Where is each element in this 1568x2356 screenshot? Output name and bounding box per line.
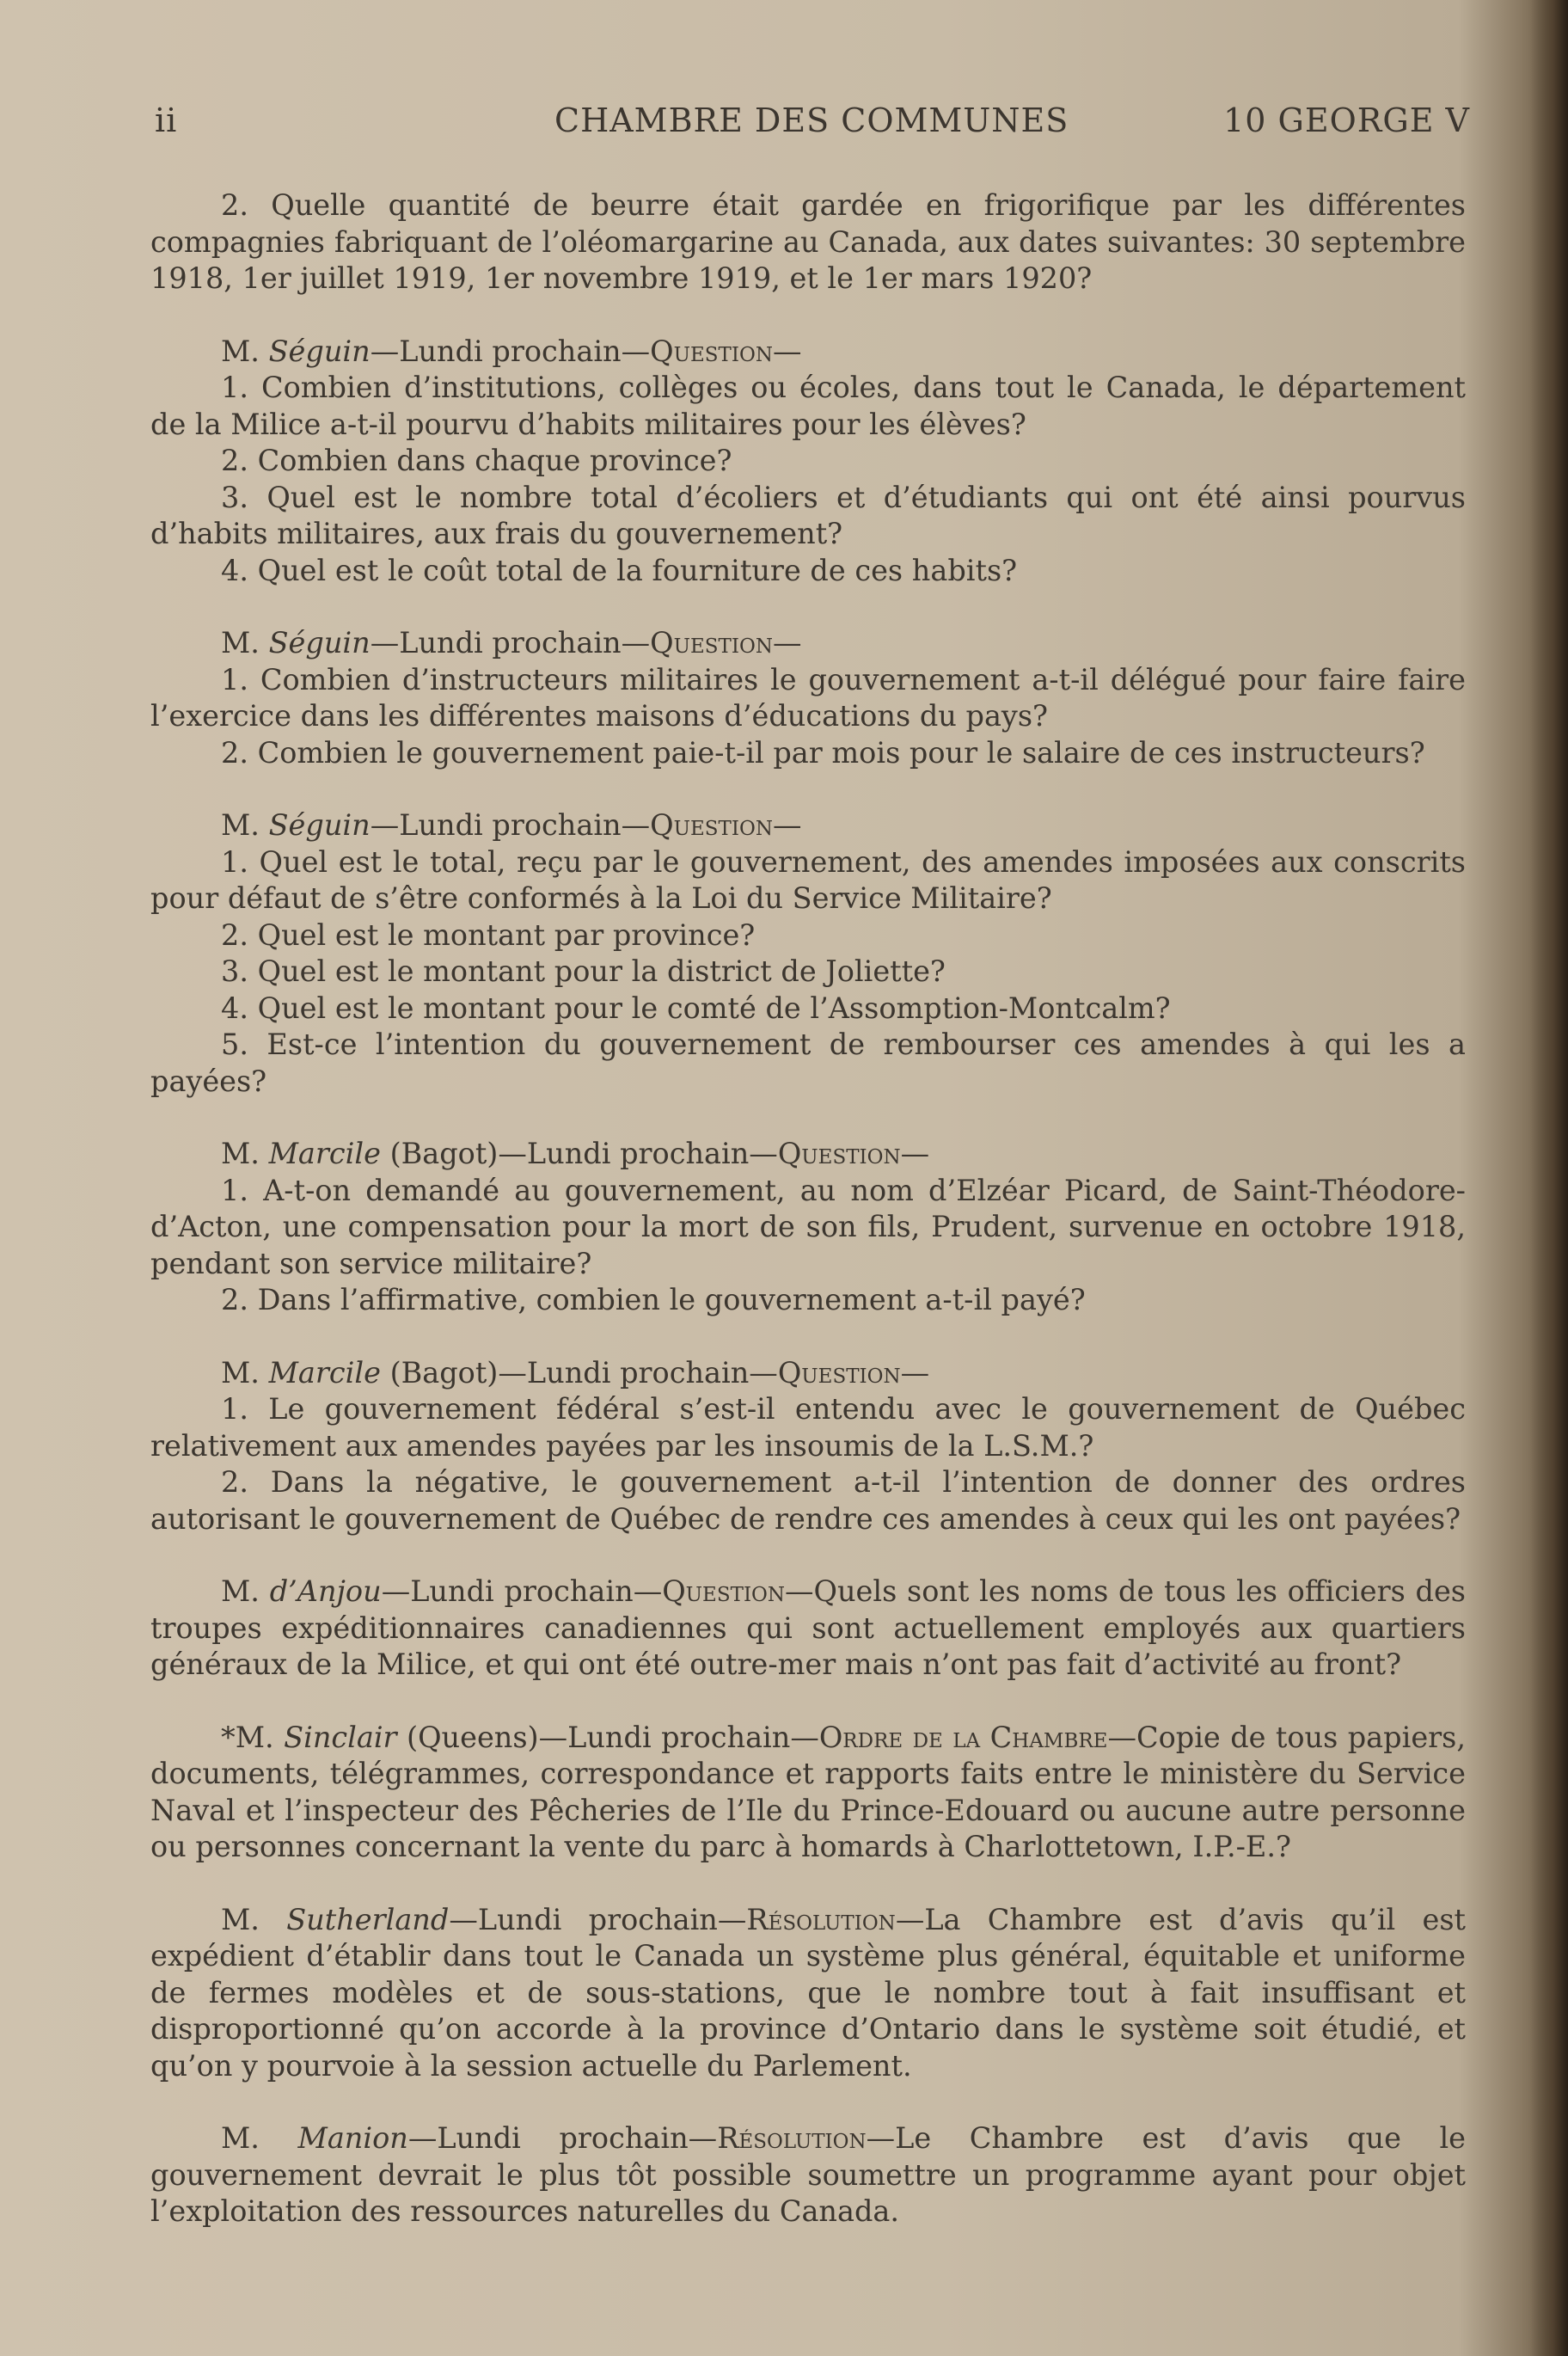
entry-text: La Chambre est d’avis qu’il est expédient d’établir dans tout le Canada un système plus général, équitable et uniforme de fermes modèles et de sous-stations, que le nombre tout à fait insuffisant et disproportionné qu’on accorde à la province d’Ontario dans le système soit étudié, et qu’on y pourvoie à la session actuelle du Parlement.	[150, 1902, 1466, 2083]
member-prefix: M.	[221, 2121, 260, 2155]
entry-intro-suffix: —	[772, 334, 802, 368]
member-name: Marcile	[268, 1355, 381, 1390]
entry-intro: —Lundi prochain—	[370, 334, 651, 368]
entry-heading	[150, 807, 1466, 844]
entry-intro-suffix: —	[900, 1137, 930, 1170]
entry-paragraph	[150, 1574, 1466, 1684]
question-item: 2. Combien dans chaque province?	[221, 444, 732, 477]
entry-intro-suffix: —	[900, 1355, 930, 1390]
entry-intro-suffix: —	[772, 626, 802, 660]
document-body	[150, 187, 1466, 2267]
member-prefix: M.	[221, 808, 260, 842]
question-item: 2. Dans la négative, le gouvernement a-t-il l’intention de donner des ordres autorisant le gouvernement de Québec de rendre ces amendes à ceux qui les ont payées?	[150, 1465, 1466, 1536]
member-name: Séguin	[268, 626, 371, 660]
question-item: 5. Est-ce l’intention du gouvernement de rembourser ces amendes à qui les a payées?	[150, 1028, 1466, 1098]
question-item: 1. A-t-on demandé au gouvernement, au nom d’Elzéar Picard, de Saint-Théodore-d’Acton, une compensation pour la mort de son fils, Prudent, survenue en octobre 1918, pendant son service militaire?	[150, 1173, 1466, 1280]
entry-text: Quels sont les noms de tous les officiers des troupes expéditionnaires canadiennes qui sont actuellement employés aux quartiers généraux de la Milice, et qui ont été outre-mer mais n’ont pas fait d’activité au front?	[150, 1574, 1466, 1681]
entry-text: Copie de tous papiers, documents, télégrammes, correspondance et rapports faits entre le ministère du Service Naval et l’inspecteur des Pêcheries de l’Ile du Prince-Edouard ou aucune autre personne ou personnes concernant la vente du parc à homards à Charlottetown, I.P.-E.?	[150, 1720, 1466, 1863]
member-prefix: *M.	[221, 1720, 274, 1754]
member-name: Séguin	[268, 808, 371, 842]
entry-manion	[150, 2120, 1466, 2230]
entry-intro: (Bagot)—Lundi prochain—	[380, 1355, 778, 1390]
question-item: 2. Combien le gouvernement paie-t-il par mois pour le salaire de ces instructeurs?	[221, 735, 1425, 770]
entry-kind: Question	[777, 1355, 901, 1390]
question-item: 1. Quel est le total, reçu par le gouvernement, des amendes imposées aux conscrits pour défaut de s’être conformés à la Loi du Service Militaire?	[150, 844, 1466, 915]
entry-kind: Question	[777, 1137, 901, 1170]
entry-seguin-3	[150, 807, 1466, 1100]
page-number: ii	[155, 101, 178, 139]
entry-paragraph	[150, 1902, 1466, 2085]
entry-kind: Ordre de la Chambre	[818, 1720, 1108, 1754]
entry-text: Le Chambre est d’avis que le gouvernement devrait le plus tôt possible soumettre un programme ayant pour objet l’exploitation des ressources naturelles du Canada.	[150, 2121, 1466, 2228]
running-header	[155, 101, 1470, 144]
entry-kind: Résolution	[746, 1902, 896, 1936]
question-item: 4. Quel est le coût total de la fourniture de ces habits?	[221, 553, 1018, 587]
member-prefix: M.	[221, 1574, 260, 1608]
entry-kind: Question	[650, 808, 773, 842]
question-item: 3. Quel est le nombre total d’écoliers et d’étudiants qui ont été ainsi pourvus d’habits militaires, aux frais du gouvernement?	[150, 480, 1466, 550]
member-name: Marcile	[268, 1137, 381, 1170]
member-name: d’Anjou	[269, 1574, 382, 1608]
entry-seguin-1	[150, 334, 1466, 590]
question-item: 2. Quelle quantité de beurre était gardée en frigorifique par les différentes compagnies fabriquant de l’oléomargarine au Canada, aux dates suivantes: 30 septembre 1918, 1er juillet 1919, 1er novembre 1919, et le 1er mars 1920?	[150, 188, 1466, 295]
entry-kind: Résolution	[717, 2121, 867, 2155]
entry-marcile-2	[150, 1355, 1466, 1538]
entry-paragraph	[150, 2120, 1466, 2230]
question-item: 4. Quel est le montant pour le comté de l’Assomption-Montcalm?	[221, 991, 1171, 1025]
entry-intro: —Lundi prochain—	[407, 2121, 718, 2155]
member-name: Sinclair	[284, 1720, 397, 1754]
member-prefix: M.	[221, 1902, 260, 1936]
entry-intro: (Bagot)—Lundi prochain—	[380, 1137, 778, 1170]
entry-intro: (Queens)—Lundi prochain—	[396, 1720, 819, 1754]
question-item: 2. Quel est le montant par province?	[221, 917, 756, 952]
page-binding-shadow	[1530, 0, 1568, 2356]
entry-marcile-1	[150, 1136, 1466, 1319]
session-label: 10 GEORGE V	[1223, 101, 1470, 139]
question-item: 3. Quel est le montant pour la district de Joliette?	[221, 954, 946, 988]
entry-intro-suffix: —	[772, 808, 802, 842]
entry-intro: —Lundi prochain—	[370, 626, 651, 660]
entry-sinclair	[150, 1720, 1466, 1866]
entry-continuation	[150, 187, 1466, 298]
journal-title: CHAMBRE DES COMMUNES	[554, 101, 1069, 139]
entry-intro: —Lundi prochain—	[370, 808, 651, 842]
member-name: Sutherland	[286, 1902, 450, 1936]
question-item: 2. Dans l’affirmative, combien le gouvernement a-t-il payé?	[221, 1283, 1086, 1316]
member-prefix: M.	[221, 1137, 260, 1170]
entry-danjou	[150, 1574, 1466, 1684]
question-item: 1. Combien d’instructeurs militaires le gouvernement a-t-il délégué pour faire faire l’exercice dans les différentes maisons d’éducations du pays?	[150, 662, 1466, 733]
member-name: Séguin	[268, 334, 371, 368]
entry-intro: —Lundi prochain—	[381, 1574, 663, 1608]
entry-heading	[150, 1136, 1466, 1173]
entry-heading	[150, 625, 1466, 662]
question-item: 1. Combien d’institutions, collèges ou écoles, dans tout le Canada, le département de la Milice a-t-il pourvu d’habits militaires pour les élèves?	[150, 371, 1466, 441]
entry-intro-suffix: —	[895, 1902, 925, 1936]
entry-paragraph	[150, 1720, 1466, 1866]
entry-sutherland	[150, 1902, 1466, 2085]
entry-intro-suffix: —	[866, 2121, 896, 2155]
entry-kind: Question	[650, 334, 773, 368]
member-prefix: M.	[221, 334, 260, 368]
entry-intro-suffix: —	[785, 1574, 814, 1608]
entry-kind: Question	[662, 1574, 786, 1608]
member-prefix: M.	[221, 626, 260, 660]
entry-heading	[150, 1355, 1466, 1392]
member-prefix: M.	[221, 1355, 260, 1390]
entry-kind: Question	[650, 626, 773, 660]
entry-intro: —Lundi prochain—	[449, 1902, 747, 1936]
entry-heading	[150, 334, 1466, 371]
member-name: Manion	[297, 2121, 408, 2155]
question-item: 1. Le gouvernement fédéral s’est-il entendu avec le gouvernement de Québec relativement aux amendes payées par les insoumis de la L.S.M.?	[150, 1392, 1466, 1463]
entry-intro-suffix: —	[1107, 1720, 1136, 1754]
entry-seguin-2	[150, 625, 1466, 771]
